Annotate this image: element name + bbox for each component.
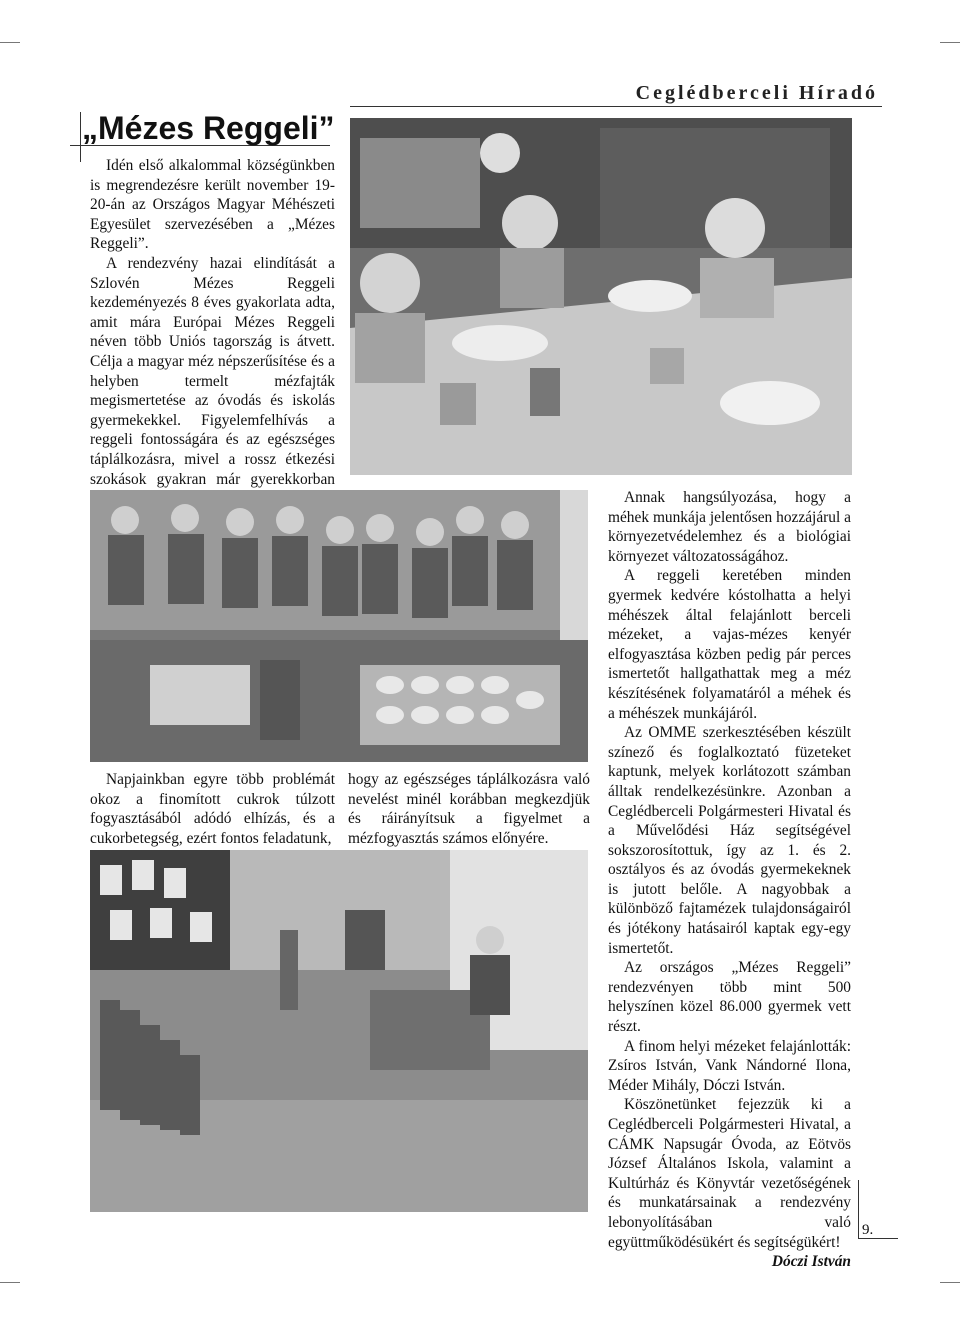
intro-column bbox=[90, 156, 335, 509]
body-paragraph: hogy az egészséges táplálkozásra való nevelést minél korábban megkezdjük és ráirányítsuk a figyelmet a mézfogyasztás számos előnyére. bbox=[348, 771, 590, 847]
title-rule bbox=[80, 112, 81, 162]
publication-title: Ceglédberceli Híradó bbox=[635, 82, 878, 104]
photo-hallway-presentation bbox=[90, 850, 588, 1212]
crop-mark bbox=[940, 42, 960, 43]
crop-mark bbox=[940, 1282, 960, 1283]
body-paragraph: Az országos „Mézes Reggeli” rendezvényen több mint 500 helyszínen közel 86.000 gyermek vett részt. bbox=[608, 959, 851, 1036]
photo-children-seated bbox=[90, 490, 588, 762]
body-paragraph: Annak hangsúlyozása, hogy a méhek munkája jelentősen hozzájárul a környezetvédelemhez és a biológiai környezet változatosságához. bbox=[608, 489, 851, 565]
author-signature: Dóczi István bbox=[771, 1253, 851, 1271]
intro-paragraph: Idén első alkalommal községünkben is megrendezésre került november 19-20-án az Országos Magyar Méhészeti Egyesület szervezésében a „Mézes Reggeli”. bbox=[90, 157, 335, 253]
body-paragraph: Napjainkban egyre több problémát okoz a finomított cukrok túlzott fogyasztásából adódó elhízás, és a cukorbetegség, ezért fontos feladatunk, bbox=[90, 771, 335, 847]
photo-breakfast-table bbox=[350, 118, 852, 475]
right-column bbox=[608, 488, 851, 1272]
page-number: 9. bbox=[862, 1222, 874, 1238]
body-paragraph: A reggeli keretében minden gyermek kedvére kóstolhatta a helyi méhészek által felajánlott berceli mézeket, a vajas-mézes kenyér elfogyasztása közben pedig pár perces ismertetőt hallgathattak meg a méz készítésének folyamatáról a méhek és a méhészek munkájáról. bbox=[608, 567, 851, 722]
article-title: „Mézes Reggeli” bbox=[82, 110, 335, 146]
crop-mark bbox=[0, 1282, 20, 1283]
crop-mark bbox=[0, 42, 20, 43]
body-paragraph: A finom helyi mézeket felajánlották: Zsíros István, Vank Nándorné Ilona, Méder Mihály, Dóczi István. bbox=[608, 1037, 851, 1094]
body-paragraph: Az OMME szerkesztésében készült színező és foglalkoztató füzeteket kaptunk, melyek korlátozott számban álltak rendelkezésünkre. Azonban a Ceglédberceli Polgármesteri Hivatal és a Művelődési Ház segítségével sokszorosítottuk, így az 1. és 2. osztályos és az óvodás gyermekeknek is jutott belőle. A nagyobbak a különböző fajtamézek tulajdonságairól és jótékony hatásairól kaptak egy-egy ismertetőt. bbox=[608, 724, 851, 957]
header-rule bbox=[350, 106, 882, 107]
body-paragraph: Köszönetünket fejezzük ki a Ceglédberceli Polgármesteri Hivatal, a CÁMK Napsugár Óvoda, az Eötvös József Általános Iskola, valamint a Kultúrház és Könyvtár vezetőségének és munkatársainak a rendezvény lebonyolításában való együttműködésükért és segítségükért! bbox=[608, 1096, 851, 1251]
intro-paragraph: A rendezvény hazai elindítását a Szlovén Mézes Reggeli kezdeményezés 8 éves gyakorlata adta, amit mára Európai Mézes Reggeli néven több Uniós tagország is átvett. Célja a magyar méz népszerűsítése és a helyben termelt mézfajták megismertetése az óvodás és iskolás gyermekekkel. Figyelemfelhívás a reggeli fontosságára és az egészséges táplálkozásra, mivel a rossz étkezési szokások gyakran már gyerekkorban bbox=[90, 254, 335, 488]
page-number-rule bbox=[858, 1180, 859, 1238]
middle-right-column bbox=[348, 770, 590, 848]
middle-left-column bbox=[90, 770, 335, 848]
